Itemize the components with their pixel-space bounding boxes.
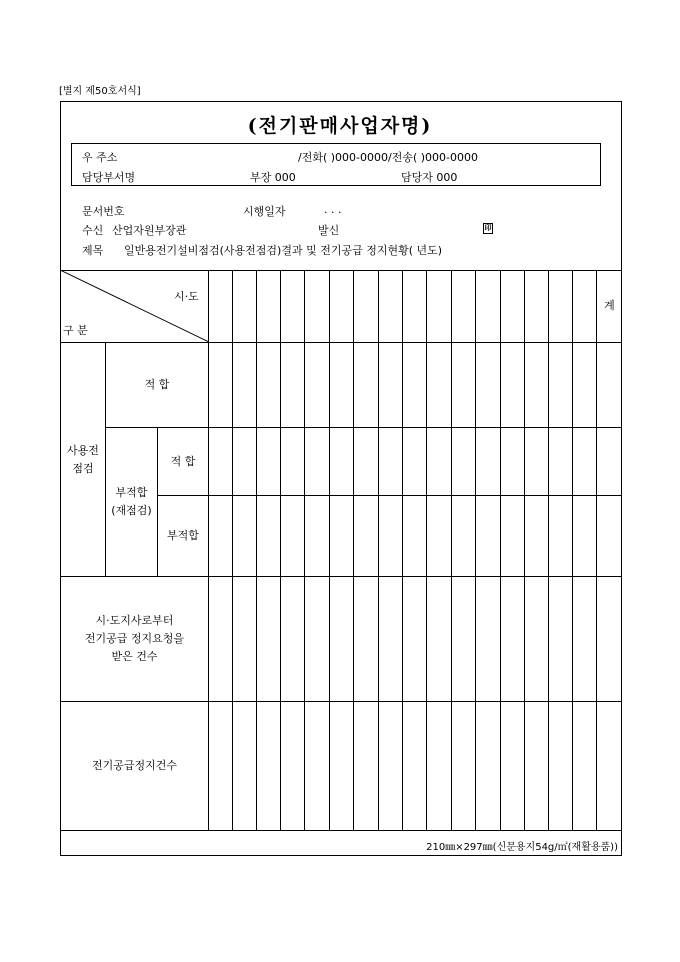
data-col-line xyxy=(232,270,233,830)
data-col-line xyxy=(353,270,354,830)
data-col-line xyxy=(475,270,476,830)
data-col-line xyxy=(596,270,597,830)
data-col-line xyxy=(548,270,549,830)
form-label: [별지 제50호서식] xyxy=(59,86,141,97)
header-category: 구 분 xyxy=(63,324,88,337)
row-label-requests: 시·도지사로부터 전기공급 정지요청을 받은 건수 xyxy=(84,614,185,663)
row-line xyxy=(157,495,622,496)
recipient-value: 산업자원부장관 xyxy=(112,224,187,237)
address-label: 우 주소 xyxy=(82,151,118,164)
recipient-label: 수신 xyxy=(82,224,104,237)
group-label-pre-use: 사용전 점검 xyxy=(67,443,99,475)
table-bottom-border xyxy=(60,830,622,831)
data-col-line xyxy=(572,270,573,830)
footer-note: 210㎜×297㎜(신문용지54g/㎡(재활용품)) xyxy=(426,842,618,853)
row-label-suspensions: 전기공급정지건수 xyxy=(91,759,177,772)
doc-number-label: 문서번호 xyxy=(82,205,125,218)
contact-person: 담당자 000 xyxy=(401,171,458,184)
header-region: 시·도 xyxy=(174,290,199,303)
row-label-pass: 적 합 xyxy=(144,378,170,391)
data-col-line xyxy=(304,270,305,830)
department-label: 담당부서명 xyxy=(82,171,136,184)
phone-fax: /전화( )000-0000/전송( )000-0000 xyxy=(298,151,478,164)
data-col-line xyxy=(524,270,525,830)
data-col-line xyxy=(500,270,501,830)
date-dots: . . . xyxy=(324,203,342,216)
header-total: 계 xyxy=(604,299,615,312)
subject-label: 제목 xyxy=(82,244,104,257)
col-line xyxy=(208,270,209,830)
page-title: (전기판매사업자명) xyxy=(247,115,433,137)
data-col-line xyxy=(378,270,379,830)
data-col-line xyxy=(402,270,403,830)
seal-icon: 印 xyxy=(484,223,492,232)
date-label: 시행일자 xyxy=(243,205,286,218)
sub-label-pass: 적 합 xyxy=(170,454,196,468)
data-col-line xyxy=(426,270,427,830)
manager: 부장 000 xyxy=(250,171,296,184)
data-col-line xyxy=(256,270,257,830)
group-label-fail-recheck: 부적합 (재점검) xyxy=(111,486,152,517)
subject-value: 일반용전기설비점검(사용전점검)결과 및 전기공급 정지현황( 년도) xyxy=(124,244,443,257)
sender-label: 발신 xyxy=(318,224,340,237)
data-col-line xyxy=(451,270,452,830)
sub-label-fail: 부적합 xyxy=(167,529,199,542)
data-col-line xyxy=(280,270,281,830)
data-col-line xyxy=(329,270,330,830)
